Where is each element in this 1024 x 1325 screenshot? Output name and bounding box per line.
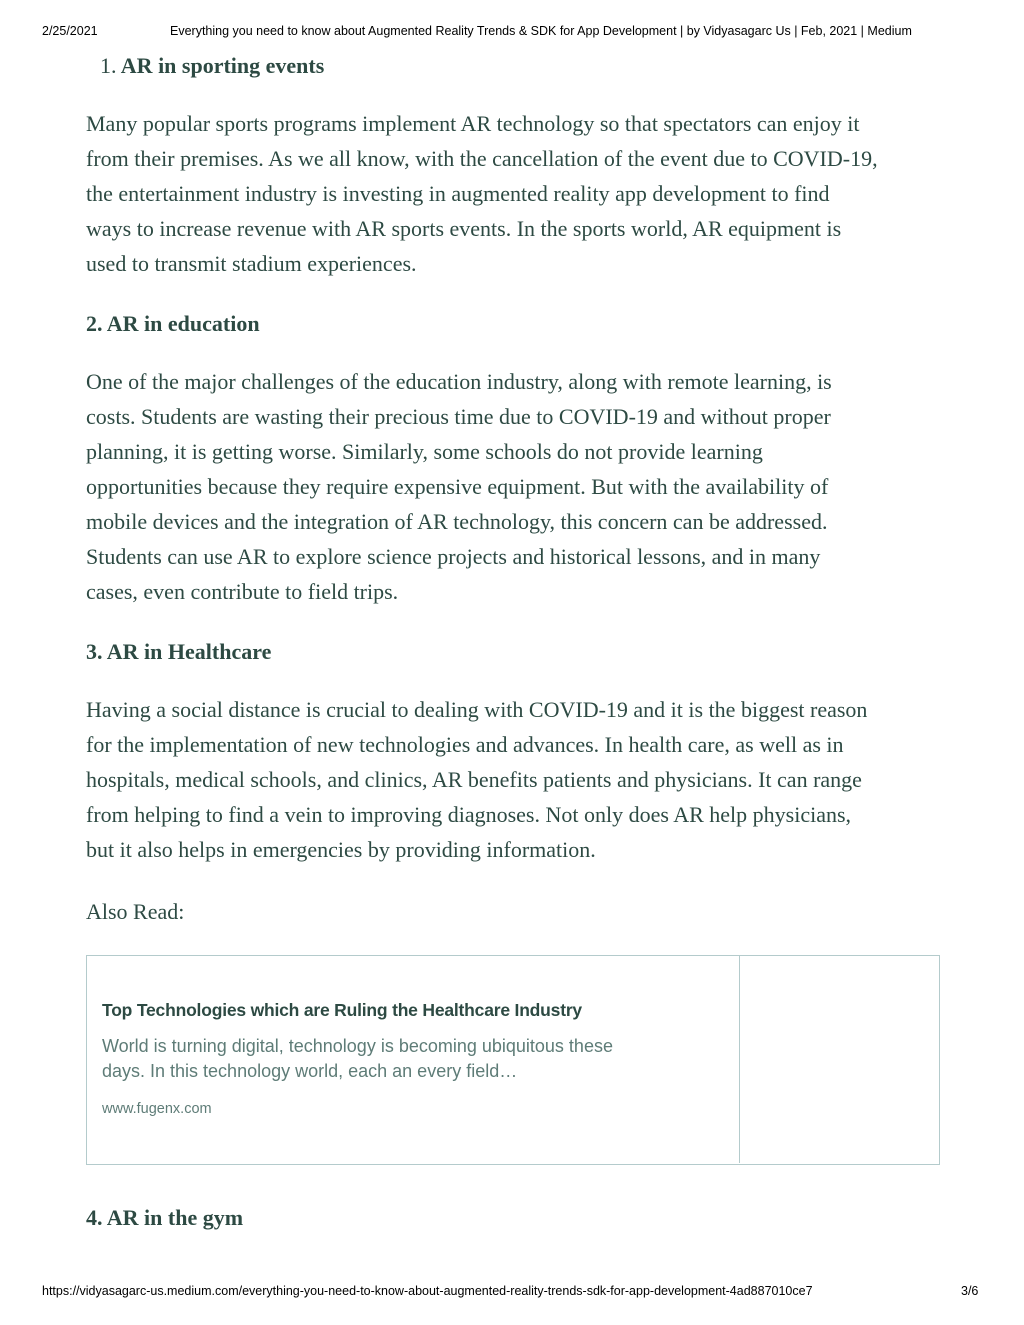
paragraph-line: mobile devices and the integration of AR technology, this concern can be addressed.: [86, 509, 828, 534]
print-header: [0, 24, 1024, 42]
paragraph-line: cases, even contribute to field trips.: [86, 579, 399, 604]
paragraph-line: from helping to find a vein to improving diagnoses. Not only does AR help physicians,: [86, 802, 852, 827]
paragraph-line: One of the major challenges of the education industry, along with remote learning, is: [86, 369, 832, 394]
paragraph-line: from their premises. As we all know, with the cancellation of the event due to COVID-19,: [86, 146, 878, 171]
also-read-label: Also Read:: [86, 899, 185, 924]
paragraph-line: ways to increase revenue with AR sports events. In the sports world, AR equipment is: [86, 216, 842, 241]
article-body: [86, 50, 946, 929]
link-card-title[interactable]: Top Technologies which are Ruling the Healthcare Industry: [102, 1000, 582, 1020]
section-heading-gym: 4. AR in the gym: [86, 1205, 244, 1230]
section-number: 1.: [100, 53, 117, 78]
link-card-description-line: days. In this technology world, each an every field…: [102, 1061, 518, 1081]
paragraph-line: for the implementation of new technologies and advances. In health care, as well as in: [86, 732, 844, 757]
paragraph-line: hospitals, medical schools, and clinics, AR benefits patients and physicians. It can range: [86, 767, 862, 792]
link-card-thumbnail: [739, 956, 939, 1163]
paragraph-line: Many popular sports programs implement AR technology so that spectators can enjoy it: [86, 111, 860, 136]
print-footer: [0, 1284, 1024, 1302]
paragraph-line: used to transmit stadium experiences.: [86, 251, 417, 276]
paragraph-line: Students can use AR to explore science projects and historical lessons, and in many: [86, 544, 821, 569]
paragraph-healthcare: [86, 692, 946, 867]
paragraph-line: Having a social distance is crucial to dealing with COVID-19 and it is the biggest reason: [86, 697, 868, 722]
link-card-domain: www.fugenx.com: [102, 1101, 212, 1117]
print-page-number: 3/6: [961, 1284, 979, 1298]
section-heading-sporting-events: [86, 50, 946, 82]
paragraph-sporting-events: [86, 106, 946, 281]
section-heading-education: 2. AR in education: [86, 311, 260, 336]
paragraph-line: the entertainment industry is investing in augmented reality app development to find: [86, 181, 830, 206]
link-card-description: [102, 1034, 722, 1084]
link-preview-card[interactable]: [86, 955, 940, 1165]
section-heading-healthcare: 3. AR in Healthcare: [86, 639, 272, 664]
print-date: 2/25/2021: [42, 24, 98, 38]
link-card-description-line: World is turning digital, technology is becoming ubiquitous these: [102, 1036, 613, 1056]
paragraph-line: but it also helps in emergencies by providing information.: [86, 837, 596, 862]
paragraph-line: costs. Students are wasting their precious time due to COVID-19 and without proper: [86, 404, 831, 429]
paragraph-line: planning, it is getting worse. Similarly, some schools do not provide learning: [86, 439, 763, 464]
section-heading-text: AR in sporting events: [120, 53, 325, 78]
print-page-title: Everything you need to know about Augmented Reality Trends & SDK for App Development | by Vidyasagarc Us | Feb, 2021 | Medium: [170, 24, 912, 38]
paragraph-line: opportunities because they require expensive equipment. But with the availability of: [86, 474, 829, 499]
print-page-url[interactable]: https://vidyasagarc-us.medium.com/everything-you-need-to-know-about-augmented-reality-trends-sdk-for-app-development-4ad887010ce7: [42, 1284, 813, 1298]
paragraph-education: [86, 364, 946, 609]
